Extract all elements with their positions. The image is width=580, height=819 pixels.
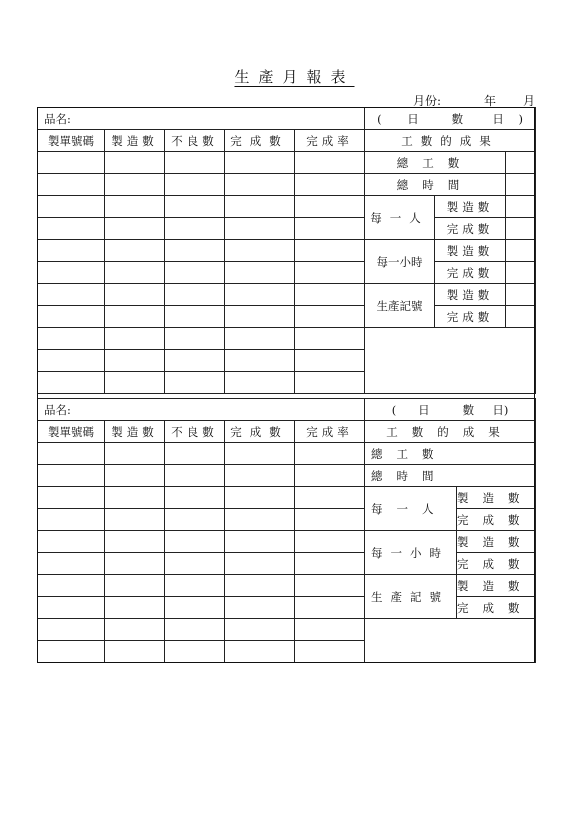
- production-record-label: 生產記號: [365, 575, 457, 619]
- total-time-label: 總時間: [365, 465, 536, 487]
- production-record-label: 生產記號: [365, 284, 435, 328]
- table-row: [38, 262, 536, 284]
- table-row: [38, 306, 536, 328]
- per-hour-completed-label: 完成數: [435, 262, 506, 284]
- table-row: [38, 218, 536, 240]
- record-completed-label: 完成數: [435, 306, 506, 328]
- table-row: [38, 152, 536, 174]
- total-work-value[interactable]: [506, 152, 536, 174]
- per-person-label: 每一人: [365, 196, 435, 240]
- table-row: [38, 619, 536, 641]
- report-section-1: [37, 107, 536, 394]
- table-row: [38, 328, 536, 350]
- col-header-order-no: 製單號碼: [38, 130, 105, 152]
- month-label: 月份:: [413, 94, 442, 108]
- table-row: [38, 531, 536, 553]
- per-person-label: 每一人: [365, 487, 457, 531]
- month-unit-label: 月: [523, 94, 536, 108]
- per-hour-label: 每一小時: [365, 531, 457, 575]
- record-completed-label: 完成數: [457, 597, 536, 619]
- per-hour-manufactured-label: 製造數: [457, 531, 536, 553]
- col-header-defective: 不良數: [165, 130, 225, 152]
- per-person-manufactured-label: 製造數: [457, 487, 536, 509]
- results-header: 工數的成果: [365, 421, 536, 443]
- year-label: 年: [484, 94, 497, 108]
- report-section-2: [37, 398, 536, 663]
- per-hour-label: 每一小時: [365, 240, 435, 284]
- total-time-value[interactable]: [506, 174, 536, 196]
- table-row: [38, 174, 536, 196]
- per-person-completed-label: 完成數: [435, 218, 506, 240]
- col-header-completion-rate: 完成率: [295, 421, 365, 443]
- col-header-completed: 完成數: [225, 130, 295, 152]
- blank-area: [365, 619, 536, 663]
- table-row: [38, 487, 536, 509]
- product-name-label: 品名:: [38, 399, 365, 421]
- report-title: 生產月報表: [234, 68, 355, 86]
- per-hour-completed-label: 完成數: [457, 553, 536, 575]
- product-name-label: 品名:: [38, 108, 365, 130]
- table-row: [38, 575, 536, 597]
- col-header-manufactured: 製造數: [105, 421, 165, 443]
- total-work-label: 總工數: [365, 152, 506, 174]
- per-person-manufactured-label: 製造數: [435, 196, 506, 218]
- table-row: [38, 553, 536, 575]
- table-row: [38, 284, 536, 306]
- table-row: [38, 465, 536, 487]
- col-header-manufactured: 製造數: [105, 130, 165, 152]
- table-row: [38, 240, 536, 262]
- days-header: ( 日 數 日 ): [365, 108, 536, 130]
- per-person-completed-label: 完成數: [457, 509, 536, 531]
- table-row: [38, 443, 536, 465]
- table-row: [38, 597, 536, 619]
- results-header: 工數的成果: [365, 130, 536, 152]
- days-header: ( 日 數 日): [365, 399, 536, 421]
- total-time-label: 總時間: [365, 174, 506, 196]
- col-header-defective: 不良數: [165, 421, 225, 443]
- col-header-completed: 完成數: [225, 421, 295, 443]
- col-header-completion-rate: 完成率: [295, 130, 365, 152]
- record-manufactured-label: 製造數: [435, 284, 506, 306]
- col-header-order-no: 製單號碼: [38, 421, 105, 443]
- table-row: [38, 509, 536, 531]
- blank-area: [365, 328, 536, 394]
- total-work-label: 總工數: [365, 443, 536, 465]
- table-row: [38, 196, 536, 218]
- per-hour-manufactured-label: 製造數: [435, 240, 506, 262]
- record-manufactured-label: 製造數: [457, 575, 536, 597]
